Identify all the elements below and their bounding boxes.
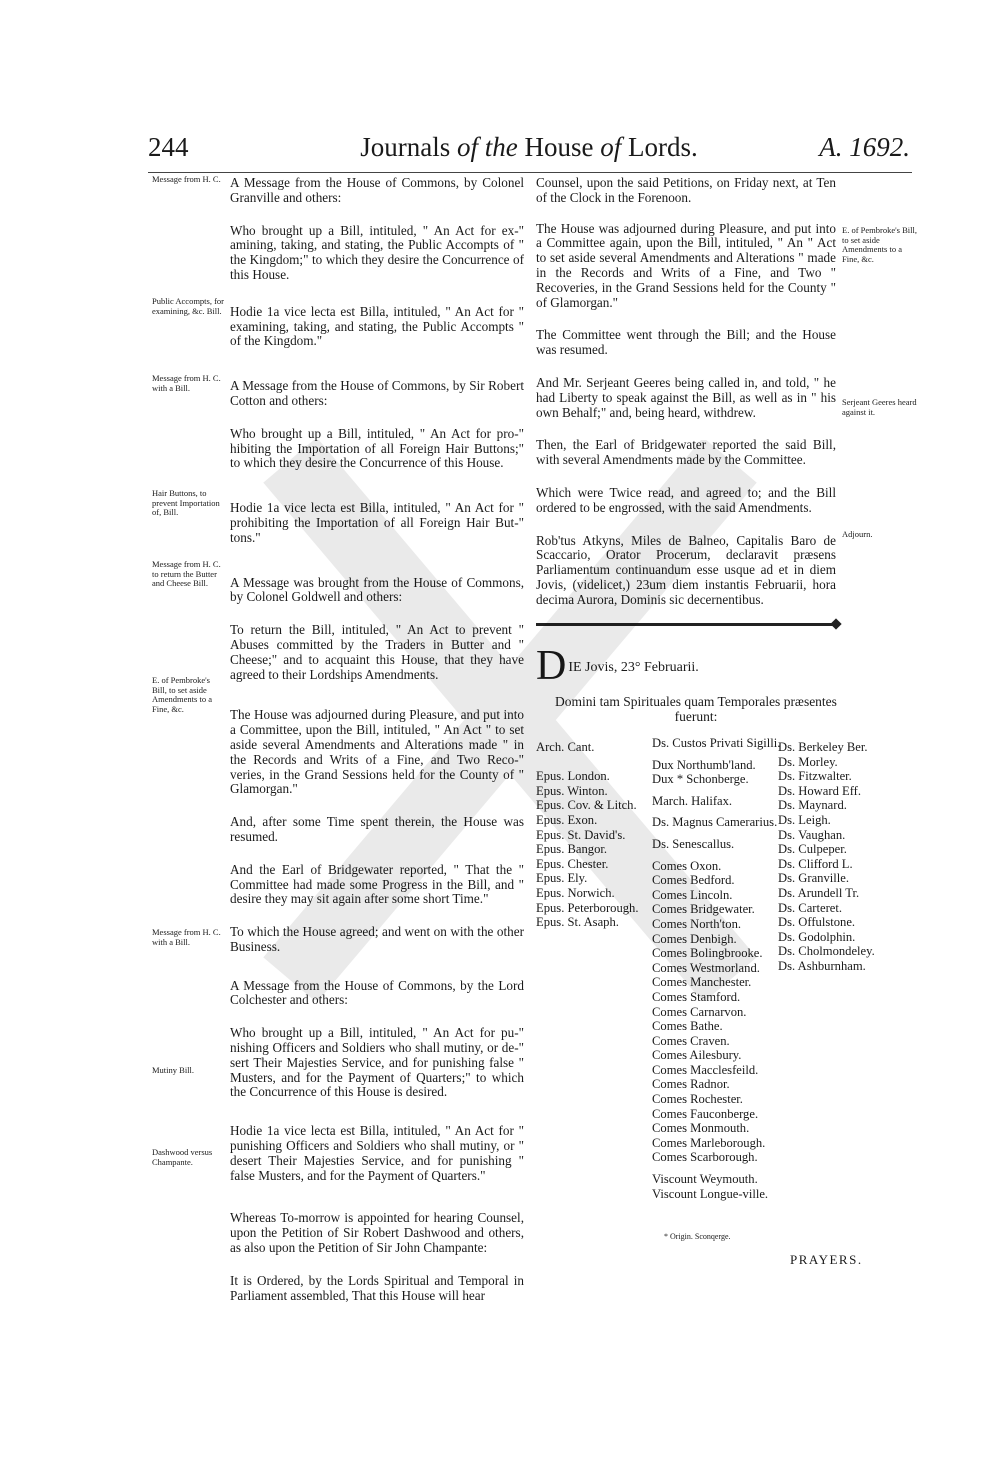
roster-entry: Comes Stamford.	[652, 989, 741, 1004]
entry-paragraph: And, after some Time spent therein, the House was resumed.	[230, 814, 524, 844]
roster-entry: Ds. Godolphin.	[778, 929, 856, 944]
margin-note: Message from H. C. to return the Butter and Cheese Bill.	[152, 559, 221, 588]
entry-paragraph: And Mr. Serjeant Geeres being called in, and told, " he had Liberty to speak against the Bill, as well as in " his own Behalf;" and, being heard, withdrew.	[536, 374, 836, 420]
roster-barons	[778, 740, 898, 974]
roster-entry: Comes Rochester.	[652, 1092, 743, 1107]
roster-entry: Ds. Magnus Camerarius.	[652, 815, 778, 830]
margin-note: Message from H. C. with a Bill.	[152, 927, 221, 947]
roster-entry: Comes Craven.	[652, 1033, 730, 1048]
roster-entry: Comes Lincoln.	[652, 887, 733, 902]
roster-entry: Comes Westmorland.	[652, 960, 760, 975]
roster-entry: Epus. Cov. & Litch.	[536, 798, 637, 813]
entry-paragraph: The House was adjourned during Pleasure, and put into a Committee again, upon the Bill, intituled, " An " Act to set aside several Amendments and Alterations " made in the Records and Writs of a Fine, and Two " Recoveries, in the Grand Sessions held for the County " of Glamorgan."	[536, 220, 836, 310]
entry-paragraph: It is Ordered, by the Lords Spiritual and Temporal in Parliament assembled, That this House will hear	[230, 1272, 524, 1303]
roster-bishops	[536, 740, 651, 930]
roster-entry: Epus. St. Asaph.	[536, 915, 619, 930]
page-number: 244	[148, 132, 189, 162]
roster-entry: Comes Oxon.	[652, 858, 722, 873]
roster-entry: March. Halifax.	[652, 793, 733, 808]
entry-paragraph: Which were Twice read, and agreed to; and the Bill ordered to be engrossed, with the said Amendments.	[536, 484, 836, 515]
roster-entry: Comes Bathe.	[652, 1019, 723, 1034]
roster-entry: Epus. Ely.	[536, 871, 588, 886]
roster-entry: Comes Manchester.	[652, 975, 752, 990]
entry-paragraph: A Message from the House of Commons, by Sir Robert Cotton and others:	[230, 378, 524, 408]
entry-paragraph: The House was adjourned during Pleasure, and put into a Committee, upon the Bill, intituled, " An Act " to set aside several Amendments and Alterations made " in the Records and Writs of a Fine, and Two Reco-" veries, in the Grand Sessions held for the County of " Glamorgan."	[230, 707, 524, 797]
section-rule	[536, 623, 836, 626]
roster-entry: Epus. Bangor.	[536, 842, 608, 857]
margin-note: Message from H. C. with a Bill.	[152, 373, 221, 393]
roster-entry: Ds. Leigh.	[778, 812, 831, 827]
left-column	[230, 176, 524, 1312]
entry-paragraph: Whereas To-morrow is appointed for hearing Counsel, upon the Petition of Sir Robert Dashwood and others, as also upon the Petition of Sir John Champante:	[230, 1210, 524, 1256]
roster-entry: Ds. Granville.	[778, 871, 849, 886]
running-header	[148, 132, 910, 172]
roster-entry: Comes Carnarvon.	[652, 1004, 747, 1019]
roster-entry: Epus. London.	[536, 769, 610, 784]
roster-entry: Ds. Ashburnham.	[778, 958, 866, 973]
margin-note: E. of Pembroke's Bill, to set aside Amendments to a Fine, &c.	[842, 225, 917, 264]
entry-paragraph: To which the House agreed; and went on with the other Business.	[230, 924, 524, 954]
margin-note: Public Accompts, for examining, &c. Bill.	[152, 296, 225, 316]
right-column	[536, 176, 836, 617]
title-part: Lords.	[621, 132, 698, 162]
roster-entry: Epus. Winton.	[536, 783, 608, 798]
roster-entry: Ds. Morley.	[778, 754, 838, 769]
roster-entry: Epus. Peterborough.	[536, 900, 639, 915]
roster-entry: Dux * Schonberge.	[652, 772, 749, 787]
roster-entry: Comes Ailesbury.	[652, 1048, 742, 1063]
entry-paragraph: Who brought up a Bill, intituled, " An Act for ex-" amining, taking, and stating, the Public Accompts of " the Kingdom;" to which they desire the Concurrence of this House.	[230, 222, 524, 282]
header-rule	[148, 172, 912, 173]
margin-note: Mutiny Bill.	[152, 1065, 195, 1075]
margin-note: Hair Buttons, to prevent Importation of, Bill.	[152, 488, 220, 517]
entry-paragraph: Who brought up a Bill, intituled, " An Act for pro-" hibiting the Importation of all Foreign Hair Buttons;" to which they desire the Concurrence of this House.	[230, 425, 524, 471]
roster-entry: Comes Scarborough.	[652, 1150, 758, 1165]
sitting-date	[536, 643, 856, 689]
roster-entry: Ds. Culpeper.	[778, 842, 847, 857]
entry-paragraph: Hodie 1a vice lecta est Billa, intituled, " An Act for " prohibiting the Importation of all Foreign Hair But-" tons."	[230, 500, 524, 545]
roster-entry: Epus. St. David's.	[536, 827, 626, 842]
running-title	[148, 132, 910, 163]
roster-entry: Comes Macclesfeild.	[652, 1062, 759, 1077]
roster-entry: Comes Bridgewater.	[652, 902, 755, 917]
entry-paragraph: Hodie 1a vice lecta est Billa, intituled, " An Act for " examining, taking, and stating, the Public Accompts " of the Kingdom."	[230, 303, 524, 349]
roster-entry: Comes Radnor.	[652, 1077, 730, 1092]
entry-paragraph: A Message was brought from the House of Commons, by Colonel Goldwell and others:	[230, 574, 524, 605]
title-part: House	[517, 132, 601, 162]
entry-paragraph: Who brought up a Bill, intituled, " An Act for pu-" nishing Officers and Soldiers who shall mutiny, or de-" sert Their Majesties Service, and for punishing false " Musters, and for the Payment of Quarters;" to which the Concurrence of this House is desired.	[230, 1025, 524, 1100]
roster-entry: Comes Denbigh.	[652, 931, 737, 946]
footnote: * Origin. Sconqerge.	[664, 1232, 731, 1241]
entry-paragraph: The Committee went through the Bill; and the House was resumed.	[536, 327, 836, 358]
roster-entry: Ds. Maynard.	[778, 798, 847, 813]
entry-paragraph: And the Earl of Bridgewater reported, " That the " Committee had made some Progress in the Bill, and " desire they may sit again after some short Time."	[230, 861, 524, 907]
roster-entry: Comes North'ton.	[652, 916, 742, 931]
roster-entry: Comes Fauconberge.	[652, 1106, 759, 1121]
roster-entry: Ds. Offulstone.	[778, 915, 856, 930]
roster-entry: Ds. Fitzwalter.	[778, 769, 852, 784]
roster-entry: Ds. Cholmondeley.	[778, 944, 875, 959]
margin-note: Serjeant Geeres heard against it.	[842, 397, 917, 417]
roster-entry: Comes Monmouth.	[652, 1121, 750, 1136]
entry-paragraph: A Message from the House of Commons, by the Lord Colchester and others:	[230, 977, 524, 1008]
roster-entry: Comes Marleborough.	[652, 1135, 766, 1150]
entry-paragraph: Counsel, upon the said Petitions, on Friday next, at Ten of the Clock in the Forenoon.	[536, 175, 836, 205]
date-text: IE Jovis, 23° Februarii.	[568, 660, 699, 675]
roster-entry: Ds. Howard Eff.	[778, 783, 862, 798]
roster-entry: Ds. Carteret.	[778, 900, 842, 915]
roster-entry: Ds. Clifford L.	[778, 856, 853, 871]
roster-entry: Comes Bedford.	[652, 873, 735, 888]
roster-entry: Ds. Arundell Tr.	[778, 885, 860, 900]
roster-entry: Epus. Chester.	[536, 856, 609, 871]
title-part: of	[450, 132, 485, 162]
roster-entry: Ds. Custos Privati Sigilli.	[652, 736, 781, 750]
roster-entry: Dux Northumb'land.	[652, 757, 756, 772]
roster-entry: Ds. Berkeley Ber.	[778, 740, 868, 754]
margin-note: Message from H. C.	[152, 174, 221, 184]
entry-paragraph: Hodie 1a vice lecta est Billa, intituled, " An Act for " punishing Officers and Soldiers who shall mutiny, or " desert Their Majesties Service, and for punishing " false Musters, and for the Payment of Quarters."	[230, 1123, 524, 1183]
catchword: PRAYERS.	[790, 1252, 863, 1267]
entry-paragraph: To return the Bill, intituled, " An Act to prevent " Abuses committed by the Traders in Butter and " Cheese;" and to acquaint this House, that they have agreed to their Lordships Amendments.	[230, 622, 524, 682]
drop-cap: D	[536, 643, 567, 689]
roster-entry: Ds. Vaughan.	[778, 827, 846, 842]
entry-paragraph: Rob'tus Atkyns, Miles de Balneo, Capitalis Baro de Scaccario, Orator Procerum, declaravit præsens Parliamentum continuandum esse usque ad et in diem Jovis, (videlicet,) 23um diem instantis Februarii, hora decima Aurora, Dominis sic decernentibus.	[536, 532, 836, 607]
roster-entry: Epus. Norwich.	[536, 885, 615, 900]
roster-entry: Arch. Cant.	[536, 740, 595, 754]
title-part: the	[484, 132, 518, 162]
title-part: Journals	[360, 132, 451, 162]
roster-entry: Comes Bolingbrooke.	[652, 946, 763, 961]
margin-note: Adjourn.	[842, 529, 873, 539]
entry-paragraph: Then, the Earl of Bridgewater reported the said Bill, with several Amendments made by the Committee.	[536, 437, 836, 468]
roster-entry: Viscount Longue-ville.	[652, 1186, 769, 1201]
roster-peers	[652, 736, 780, 1201]
title-part: of	[600, 132, 622, 162]
roster-entry	[536, 755, 651, 770]
margin-note: Dashwood versus Champante.	[152, 1147, 213, 1167]
roster-entry: Viscount Weymouth.	[652, 1172, 758, 1187]
margin-note: E. of Pembroke's Bill, to set aside Amendments to a Fine, &c.	[152, 675, 212, 714]
roster-entry: Ds. Senescallus.	[652, 836, 735, 851]
entry-paragraph: A Message from the House of Commons, by Colonel Granville and others:	[230, 175, 524, 205]
attendance-heading: Domini tam Spirituales quam Temporales præsentes fuerunt:	[555, 694, 837, 724]
year: A. 1692.	[819, 132, 910, 162]
roster-entry: Epus. Exon.	[536, 812, 598, 827]
